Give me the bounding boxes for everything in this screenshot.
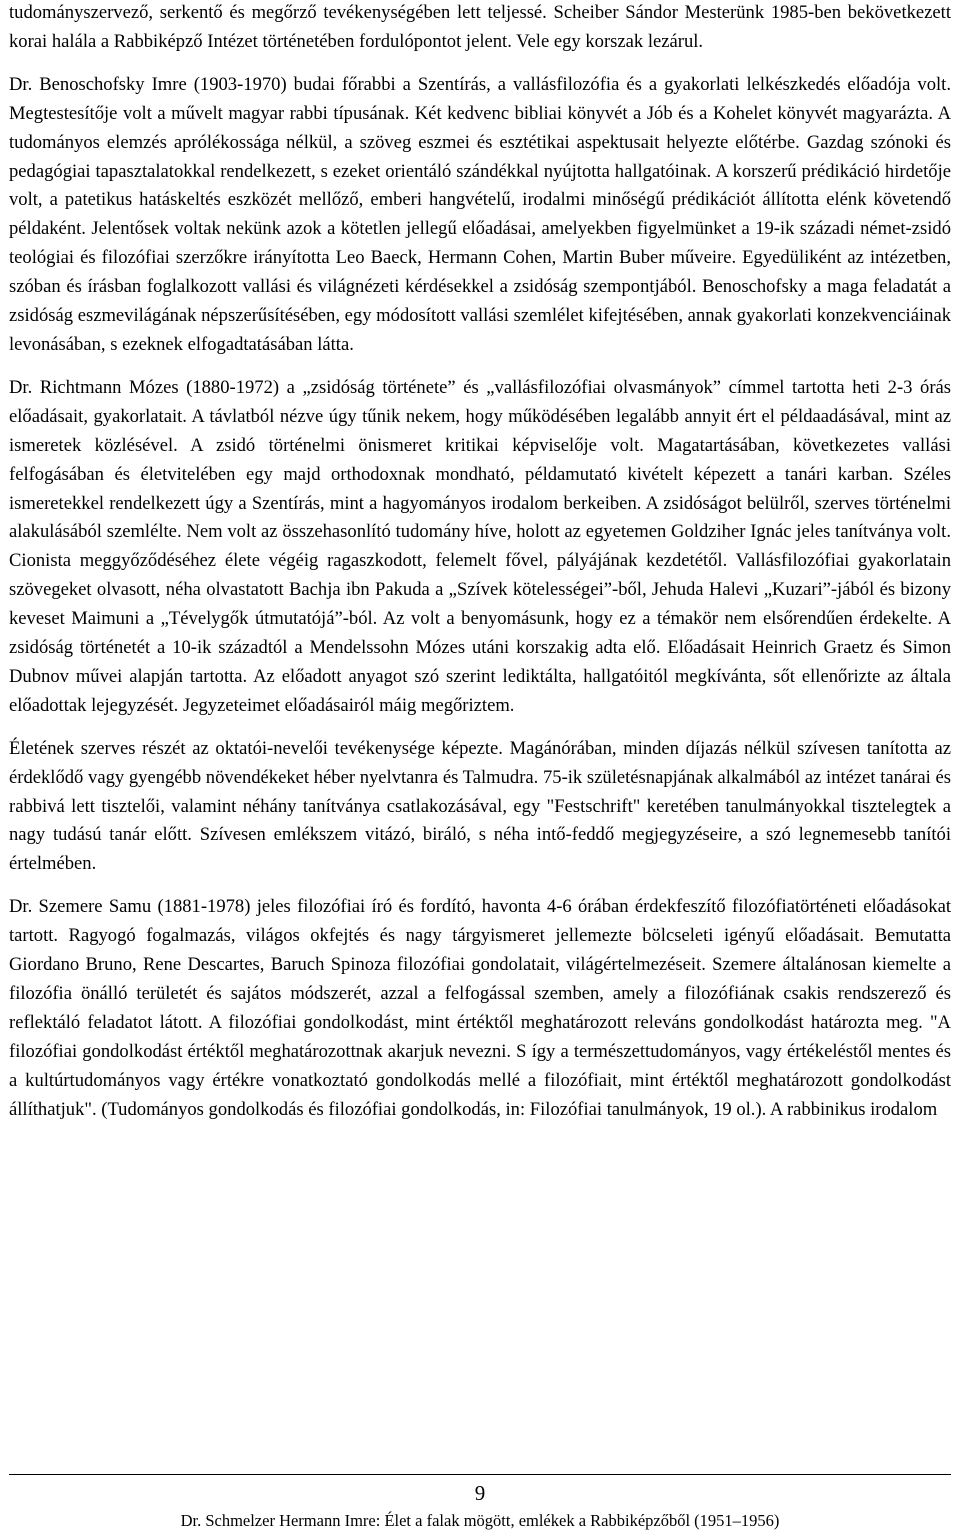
paragraph-1: tudományszervező, serkentő és megőrző tevékenységében lett teljessé. Scheiber Sándor Mesterünk 1985-ben bekövetkezett korai halála a Rabbiképző Intézet történetében fordulópontot jelent. Vele egy korszak lezárul. bbox=[9, 2, 951, 52]
paragraph-3: Dr. Richtmann Mózes (1880-1972) a „zsidóság története” és „vallásfilozófiai olvasmányok” címmel tartotta heti 2-3 órás előadásait, gyakorlatait. A távlatból nézve úgy tűnik nekem, hogy működésében legalább annyit ért el példaadásával, mint az ismeretek közlésével. A zsidó történelmi önismeret kritikai képviselője volt. Magatartásában, következetes vallási felfogásában és életvitelében egy majd orthodoxnak mondható, példamutató kivételt képezett a tanári karban. Széles ismeretekkel rendelkezett úgy a Szentírás, mint a hagyományos irodalom berkeiben. A zsidóságot belülről, szerves történelmi alakulásából szemlélte. Nem volt az összehasonlító tudomány híve, holott az egyetemen Goldziher Ignác jeles tanítványa volt. Cionista meggyőződéséhez élete végéig ragaszkodott, felemelt fővel, pályájának kezdetétől. Vallásfilozófiai gyakorlatain szövegeket olvasott, néha olvastatott Bachja ibn Pakuda a „Szívek kötelességei”-ből, Jehuda Halevi „Kuzari”-jából és bizony keveset Maimuni a „Tévelygők útmutatójá”-ból. Az volt a benyomásunk, hogy ez a témakör nem elsőrendűen érdekelte. A zsidóság történetét a 10-ik századtól a Mendelssohn Mózes utáni korszakig adta elő. Előadásait Heinrich Graetz és Simon Dubnov művei alapján tartotta. Az előadott anyagot szó szerint lediktálta, hallgatóitól megkívánta, sőt ellenőrizte az általa előadottak lejegyzését. Jegyzeteimet előadásairól máig megőriztem. bbox=[9, 376, 951, 716]
paragraph-2: Dr. Benoschofsky Imre (1903-1970) budai főrabbi a Szentírás, a vallásfilozófia és a gyakorlati lelkészkedés előadója volt. Megtestesítője volt a művelt magyar rabbi típusának. Két kedvenc bibliai könyvét a Jób és a Kohelet könyvét magyarázta. A tudományos elemzés aprólékossága nélkül, a szöveg eszmei és esztétikai aspektusait helyezte előtérbe. Gazdag szónoki és pedagógiai tapasztalatokkal rendelkezett, s ezeket orientáló szándékkal nyújtotta hallgatóinak. A korszerű prédikáció hirdetője volt, a patetikus hatáskeltés eszközét mellőző, emberi hangvételű, irodalmi minőségű prédikációt állította elénk követendő példaként. Jelentősek voltak nekünk azok a kötetlen jellegű előadásai, amelyekben figyelmünket a 19-ik századi német-zsidó teológiai és filozófiai szerzőkre irányította Leo Baeck, Hermann Cohen, Martin Buber műveire. Egyedüliként az intézetben, szóban és írásban foglalkozott vallási és világnézeti kérdésekkel a zsidóság szempontjából. Benoschofsky a maga feladatát a zsidóság eszmevilágának népszerűsítésében, egy módosított vallási szemlélet kifejtésében, annak gyakorlati konzekvenciáinak levonásában, s ezeknek elfogadtatásában látta. bbox=[9, 73, 951, 355]
paragraph-gap bbox=[9, 879, 951, 893]
paragraph-gap bbox=[9, 360, 951, 374]
footer-divider bbox=[9, 1474, 951, 1475]
document-body bbox=[9, 0, 951, 1125]
paragraph-gap bbox=[9, 721, 951, 735]
paragraph-gap bbox=[9, 57, 951, 71]
paragraph-4: Életének szerves részét az oktatói-nevelői tevékenysége képezte. Magánórában, minden díjazás nélkül szívesen tanította az érdeklődő vagy gyengébb növendékeket héber nyelvtanra és Talmudra. 75-ik születésnapjának alkalmából az intézet tanárai és rabbivá lett tisztelői, valamint néhány tanítványa csatlakozásával, egy "Festschrift" keretében tanulmányokkal tisztelegtek a nagy tudású tanár előtt. Szívesen emlékszem vitázó, biráló, s néha intő-feddő megjegyzéseire, a szó legnemesebb tanítói értelmében. bbox=[9, 737, 951, 875]
running-footer: Dr. Schmelzer Hermann Imre: Élet a falak mögött, emlékek a Rabbiképzőből (1951–1956) bbox=[180, 1511, 780, 1530]
paragraph-5: Dr. Szemere Samu (1881-1978) jeles filozófiai író és fordító, havonta 4-6 órában érdekfeszítő filozófiatörténeti előadásokat tartott. Ragyogó fogalmazás, világos okfejtés és nagy tárgyismeret jellemezte bölcseleti igényű előadásait. Bemutatta Giordano Bruno, Rene Descartes, Baruch Spinoza filozófiai gondolatait, világértelmezéseit. Szemere általánosan kiemelte a filozófia önálló területét és sajátos módszerét, azzal a felfogással szemben, amely a filozófiának csakis rendszerező és reflektáló feladatot látott. A filozófiai gondolkodást, mint értéktől meghatározott releváns gondolkodást határozta meg. "A filozófiai gondolkodást értéktől meghatározottnak akarjuk nevezni. S így a természettudományos, vagy értékeléstől mentes és a kultúrtudományos vagy értékre vonatkoztató gondolkodás mellé a filozófiait, mint értéktől meghatározott gondolkodást állíthatjuk". (Tudományos gondolkodás és filozófiai gondolkodás, in: Filozófiai tanulmányok, 19 ol.). A rabbinikus irodalom bbox=[9, 896, 951, 1120]
page-number: 9 bbox=[474, 1481, 486, 1505]
